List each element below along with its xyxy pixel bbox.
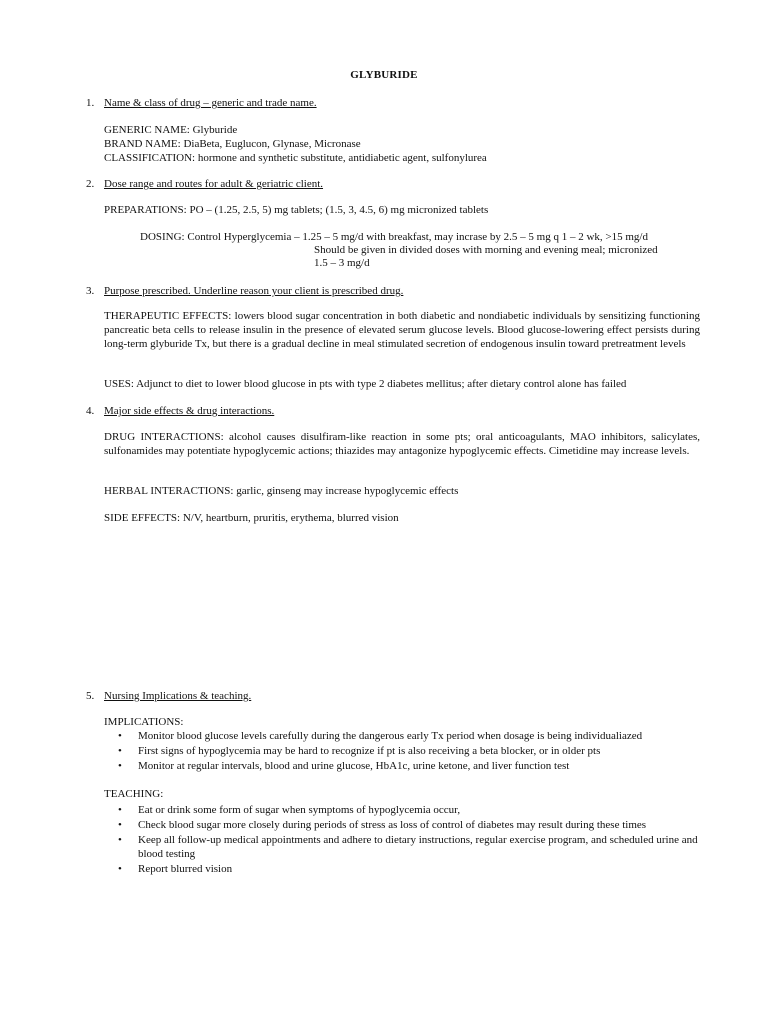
- generic-name: GENERIC NAME: Glyburide: [104, 124, 238, 136]
- section-1-number: 1.: [86, 97, 95, 109]
- bullet-icon: •: [118, 760, 122, 772]
- list-item: First signs of hypoglycemia may be hard to recognize if pt is also receiving a beta blocker, or in older pts: [138, 745, 601, 757]
- list-item: Eat or drink some form of sugar when symptoms of hypoglycemia occur,: [138, 804, 461, 816]
- list-item: Report blurred vision: [138, 863, 233, 875]
- dosing-line-3: 1.5 – 3 mg/d: [314, 257, 370, 269]
- dosing-line-1: DOSING: Control Hyperglycemia – 1.25 – 5 mg/d with breakfast, may incrase by 2.5 – 5 mg q 1 – 2 wk, >15 mg/d: [140, 231, 648, 243]
- bullet-icon: •: [118, 730, 122, 742]
- list-item: Check blood sugar more closely during periods of stress as loss of control of diabetes may result during these times: [138, 819, 647, 831]
- section-4-heading: Major side effects & drug interactions.: [104, 405, 275, 417]
- bullet-icon: •: [118, 819, 122, 831]
- teaching-label: TEACHING:: [104, 788, 164, 800]
- drug-interactions: DRUG INTERACTIONS: alcohol causes disulfiram-like reaction in some pts; oral anticoagulants, MAO inhibitors, salicylates, sulfonamides may potentiate hypoglycemic actions; thiazides may antagonize hypoglycemic effects. Cimetidine may increase levels.: [104, 431, 700, 457]
- section-4-number: 4.: [86, 405, 95, 417]
- uses: USES: Adjunct to diet to lower blood glucose in pts with type 2 diabetes mellitus; after dietary control alone has failed: [104, 378, 627, 390]
- section-5-number: 5.: [86, 690, 95, 702]
- bullet-icon: •: [118, 804, 122, 816]
- side-effects: SIDE EFFECTS: N/V, heartburn, pruritis, erythema, blurred vision: [104, 512, 399, 524]
- section-3-heading: Purpose prescribed. Underline reason your client is prescribed drug.: [104, 285, 404, 297]
- classification: CLASSIFICATION: hormone and synthetic substitute, antidiabetic agent, sulfonylurea: [104, 152, 487, 164]
- therapeutic-effects: THERAPEUTIC EFFECTS: lowers blood sugar concentration in both diabetic and nondiabetic individuals by sensitizing functioning pancreatic beta cells to release insulin in the presence of elevated serum glucose levels. Blood glucose-lowering effect persists during long-term glyburide Tx, but there is a gradual decline in meal stimulated secretion of endogenous insulin toward pretreatment levels: [104, 310, 700, 350]
- herbal-interactions: HERBAL INTERACTIONS: garlic, ginseng may increase hypoglycemic effects: [104, 485, 459, 497]
- document-title: GLYBURIDE: [350, 69, 418, 81]
- preparations: PREPARATIONS: PO – (1.25, 2.5, 5) mg tablets; (1.5, 3, 4.5, 6) mg micronized tablets: [104, 204, 489, 216]
- bullet-icon: •: [118, 834, 122, 846]
- section-3-number: 3.: [86, 285, 95, 297]
- dosing-line-2: Should be given in divided doses with morning and evening meal; micronized: [314, 244, 658, 256]
- bullet-icon: •: [118, 863, 122, 875]
- list-item: Keep all follow-up medical appointments and adhere to dietary instructions, regular exercise program, and scheduled urine and blood testing: [138, 834, 698, 860]
- section-5-heading: Nursing Implications & teaching.: [104, 690, 252, 702]
- implications-label: IMPLICATIONS:: [104, 716, 184, 728]
- section-1-heading: Name & class of drug – generic and trade name.: [104, 97, 317, 109]
- bullet-icon: •: [118, 745, 122, 757]
- list-item: Monitor at regular intervals, blood and urine glucose, HbA1c, urine ketone, and liver function test: [138, 760, 570, 772]
- list-item: Monitor blood glucose levels carefully during the dangerous early Tx period when dosage is being individualiazed: [138, 730, 643, 742]
- section-2-number: 2.: [86, 178, 95, 190]
- section-2-heading: Dose range and routes for adult & geriatric client.: [104, 178, 324, 190]
- brand-name: BRAND NAME: DiaBeta, Euglucon, Glynase, Micronase: [104, 138, 361, 150]
